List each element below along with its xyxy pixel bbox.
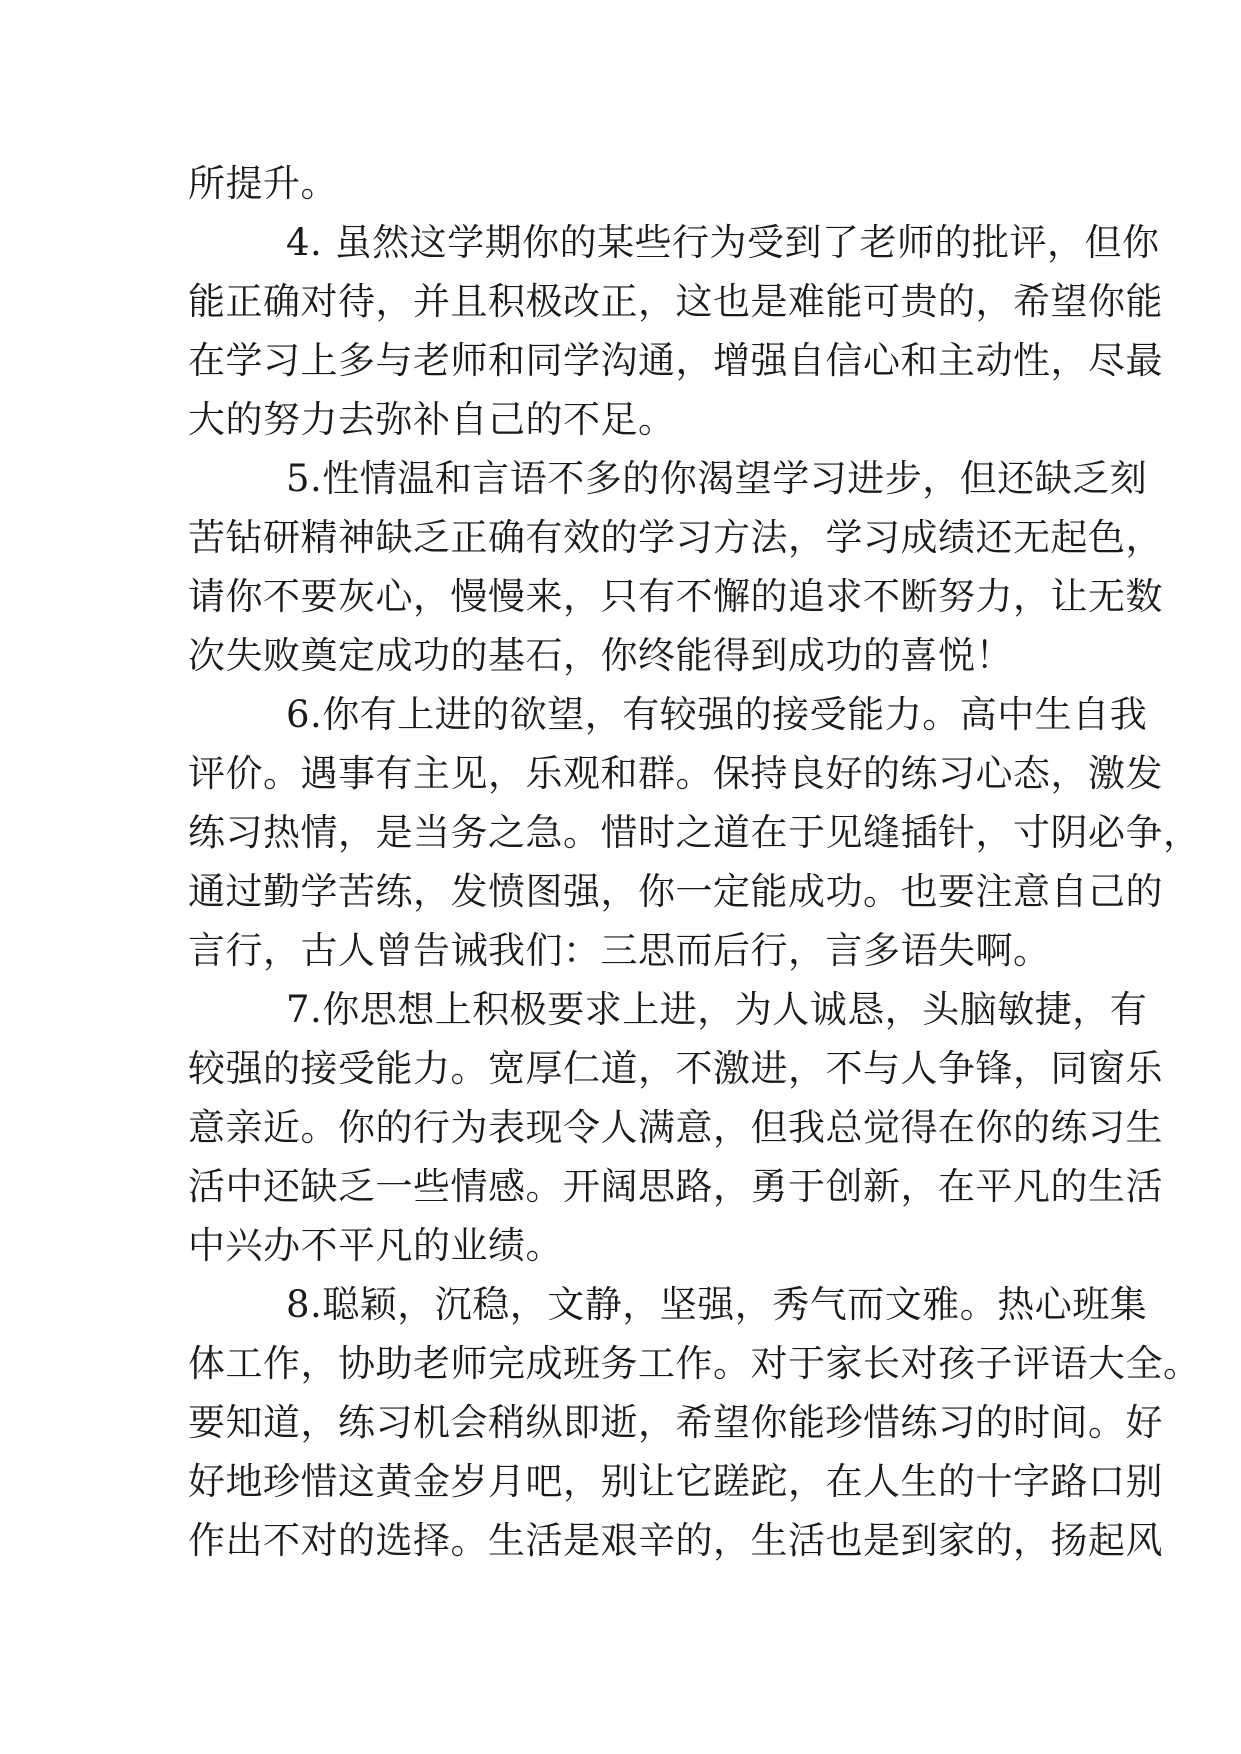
text-line: 中兴办不平凡的业绩。 [188, 1224, 563, 1267]
text-line: 较强的接受能力。宽厚仁道，不激进，不与人争锋，同窗乐 [188, 1047, 1163, 1090]
text-line: 练习热情，是当务之急。惜时之道在于见缝插针，寸阴必争， [188, 811, 1201, 854]
paragraph-5-first-line: 5.性情温和言语不多的你渴望学习进步，但还缺乏刻 [286, 457, 1148, 500]
text-line: 体工作，协助老师完成班务工作。对于家长对孩子评语大全。 [188, 1342, 1201, 1385]
text-line: 活中还缺乏一些情感。开阔思路，勇于创新，在平凡的生活 [188, 1165, 1163, 1208]
paragraph-6-first-line: 6.你有上进的欲望，有较强的接受能力。高中生自我 [286, 693, 1148, 736]
paragraph-4-first-line: 4. 虽然这学期你的某些行为受到了老师的批评，但你 [286, 221, 1160, 264]
text-line: 评价。遇事有主见，乐观和群。保持良好的练习心态，激发 [188, 752, 1163, 795]
text-line: 在学习上多与老师和同学沟通，增强自信心和主动性，尽最 [188, 339, 1163, 382]
text-line: 次失败奠定成功的基石，你终能得到成功的喜悦！ [188, 634, 1013, 677]
text-line: 要知道，练习机会稍纵即逝，希望你能珍惜练习的时间。好 [188, 1401, 1163, 1444]
text-line: 所提升。 [188, 162, 338, 205]
text-line: 好地珍惜这黄金岁月吧，别让它蹉跎，在人生的十字路口别 [188, 1460, 1163, 1503]
text-line: 通过勤学苦练，发愤图强，你一定能成功。也要注意自己的 [188, 870, 1163, 913]
paragraph-7-first-line: 7.你思想上积极要求上进，为人诚恳，头脑敏捷，有 [286, 988, 1148, 1031]
text-line: 大的努力去弥补自己的不足。 [188, 398, 676, 441]
text-line: 苦钻研精神缺乏正确有效的学习方法，学习成绩还无起色， [188, 516, 1163, 559]
text-line: 意亲近。你的行为表现令人满意，但我总觉得在你的练习生 [188, 1106, 1163, 1149]
text-line: 请你不要灰心，慢慢来，只有不懈的追求不断努力，让无数 [188, 575, 1163, 618]
text-line: 言行，古人曾告诫我们：三思而后行，言多语失啊。 [188, 929, 1051, 972]
text-line: 能正确对待，并且积极改正，这也是难能可贵的，希望你能 [188, 280, 1163, 323]
text-line: 作出不对的选择。生活是艰辛的，生活也是到家的，扬起风 [188, 1519, 1163, 1562]
body-text [188, 154, 1201, 1570]
paragraph-8-first-line: 8.聪颖，沉稳，文静，坚强，秀气而文雅。热心班集 [286, 1283, 1148, 1326]
